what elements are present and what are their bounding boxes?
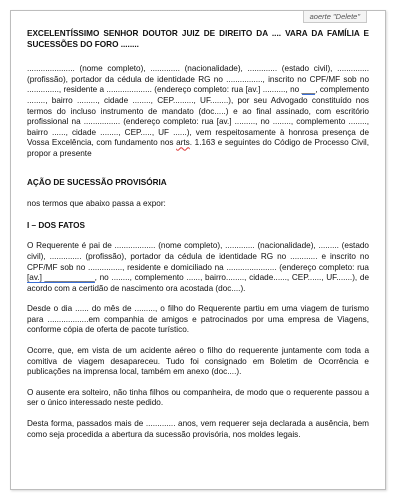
intro-text-1: ..................... (nome completo), ............. (nacionalidade), ............. (estado civil), .............. (profissão), portador da cédula de identidade RG no ................, inscrito no CPF/MF sob no .............., residente a .................... (endereço completo: rua [av.] .........., no: [27, 64, 369, 95]
address-blank-field[interactable]: [av.] ___________: [27, 273, 95, 283]
facts-p1-text-1: O Requerente é pai de .................. (nome completo), ............. (nacionalidade), ......... (estado civil), .............. (profissão), portador da cédula de identidade RG no ............ e inscrito no CPF/MF sob no ..............., residente e domiciliado na ...................... (endereço completo: rua: [27, 241, 369, 272]
section-facts-heading: I – DOS FATOS: [27, 220, 85, 230]
blank-field[interactable]: ___: [301, 85, 316, 95]
intro-text-3: . 1.163 e seguintes do Código de Processo Civil, propor a presente: [27, 138, 369, 158]
facts-paragraph-3: Ocorre, que, em vista de um acidente aéreo o filho do requerente juntamente com toda a comitiva de viagem desapareceu. Tudo foi consignado em Boletim de Ocorrência e publicações na imprensa local, também em anexo (doc....).: [27, 346, 369, 377]
terms-line: nos termos que abaixo passa a expor:: [27, 199, 166, 209]
facts-paragraph-1: [27, 241, 369, 294]
delete-hint-label: aoerte "Delete": [303, 11, 367, 23]
document-body: [11, 11, 385, 440]
intro-text-2: , complemento ........, bairro ........., cidade ........, CEP........., UF........), por seu Advogado constituído nos termos do incluso instrumento de mandato (doc.....) e ao final assinado, com escritório profissional na ................ (endereço completo: rua [av.] ........., no ........, complemento ........, bairro ......, cidade ........, CEP....., UF ......), vem respeitosamente à honrosa presença de Vossa Excelência, com fundamento nos: [27, 85, 369, 148]
action-title: AÇÃO DE SUCESSÃO PROVISÓRIA: [27, 177, 167, 187]
spellcheck-word: arts: [176, 138, 190, 148]
facts-p1-text-2: , no ........, complemento ......, bairro........, cidade......, CEP......, UF.......), de acordo com a certidão de nascimento ora acostada (doc....).: [27, 273, 370, 293]
facts-paragraph-2: Desde o dia ...... do mês de ........., o filho do Requerente partiu em uma viagem de turismo para ..................em companhia de amigos e patrocinados por uma empresa de Viagens, conforme cópia de oferta de pacote turístico.: [27, 304, 369, 335]
facts-paragraph-5: Desta forma, passados mais de ............. anos, vem requerer seja declarada a ausência, bem como seja procedida a abertura da sucessão provisória, nos moldes legais.: [27, 419, 369, 439]
facts-paragraph-4: O ausente era solteiro, não tinha filhos ou companheira, de modo que o requerente passou a ser o único interessado neste pedido.: [27, 387, 369, 408]
intro-paragraph: [27, 64, 369, 159]
document-title: EXCELENTÍSSIMO SENHOR DOUTOR JUIZ DE DIREITO DA .... VARA DA FAMÍLIA E SUCESSÕES DO FORO ........: [27, 29, 369, 49]
document-page: [10, 10, 386, 490]
